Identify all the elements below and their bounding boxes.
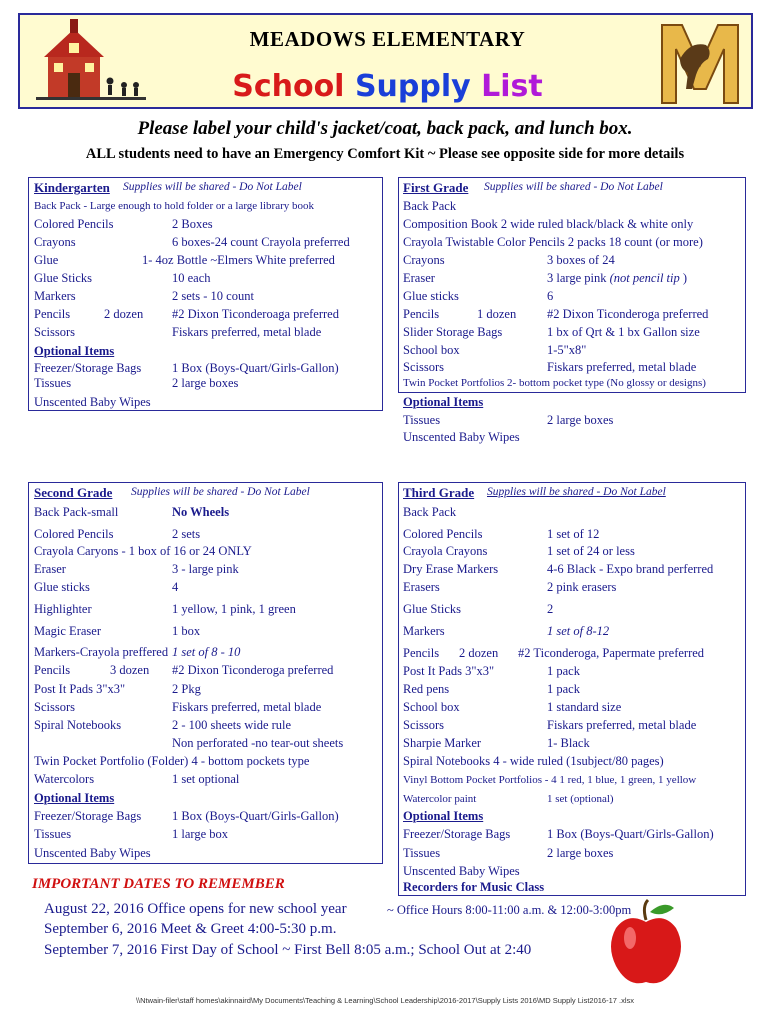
list-item-qty: 1- 4oz Bottle ~Elmers White preferred bbox=[142, 253, 335, 267]
list-item-qty: 2 pink erasers bbox=[547, 580, 617, 594]
file-path-footer: \\Ntwain-filer\staff homes\akinnaird\My Documents\Teaching & Learning\School Leadership\2016-2017\Supply Lists 2016\MD Supply List2016-17 .xlsx bbox=[135, 996, 635, 1005]
label-notice: Please label your child's jacket/coat, back pack, and lunch box. bbox=[137, 118, 633, 139]
list-item: Back Pack bbox=[403, 505, 457, 519]
list-item: Post It Pads 3"x3" bbox=[34, 682, 126, 696]
list-item-qty: #2 Dixon Ticonderoaga preferred bbox=[172, 307, 339, 321]
list-item-qty: #2 Ticonderoga, Papermate preferred bbox=[518, 646, 705, 660]
list-item-qty: Fiskars preferred, metal blade bbox=[547, 360, 697, 374]
list-title bbox=[20, 69, 755, 104]
list-item: Crayola Caryons - 1 box of 16 or 24 ONLY bbox=[34, 544, 252, 558]
list-item: Back Pack bbox=[403, 199, 457, 213]
list-item: Crayons bbox=[34, 235, 76, 249]
list-item-qty: 3 large pink (not pencil tip ) bbox=[547, 271, 688, 285]
list-title-word-school: School bbox=[232, 69, 345, 104]
list-item: Unscented Baby Wipes bbox=[34, 395, 151, 409]
list-item-qty: 1- Black bbox=[547, 736, 590, 750]
list-item-qty: 2 large boxes bbox=[172, 376, 239, 390]
list-item-qty: 1 set of 8 - 10 bbox=[172, 645, 241, 659]
list-item: Colored Pencils bbox=[403, 527, 483, 541]
list-item: Unscented Baby Wipes bbox=[403, 430, 520, 444]
list-item: Tissues bbox=[403, 846, 441, 860]
list-item-count: 1 dozen bbox=[477, 307, 517, 321]
list-item: Unscented Baby Wipes bbox=[403, 864, 520, 878]
kindergarten-title: Kindergarten bbox=[34, 180, 110, 195]
list-item-qty: 2 Boxes bbox=[172, 217, 213, 231]
list-item-qty: 1 set of 12 bbox=[547, 527, 600, 541]
list-item: Pencils bbox=[403, 646, 440, 660]
date-line-office-opens: August 22, 2016 Office opens for new school year bbox=[44, 901, 347, 917]
date-line-first-day: September 7, 2016 First Day of School ~ First Bell 8:05 a.m.; School Out at 2:40 bbox=[44, 942, 532, 958]
list-item: Twin Pocket Portfolios 2- bottom pocket type (No glossy or designs) bbox=[403, 377, 706, 389]
list-item: Glue Sticks bbox=[403, 602, 461, 616]
list-item-count: 2 dozen bbox=[459, 646, 499, 660]
optional-items-label: Optional Items bbox=[403, 395, 484, 409]
list-item-qty: 4 bbox=[172, 580, 179, 594]
list-item: Glue sticks bbox=[403, 289, 459, 303]
list-item: Scissors bbox=[34, 700, 75, 714]
list-item-qty: 1 box bbox=[172, 624, 201, 638]
list-item: Scissors bbox=[403, 360, 444, 374]
list-item: Markers-Crayola preffered bbox=[34, 645, 169, 659]
list-item-qty: 1-5"x8" bbox=[547, 343, 587, 357]
list-item: Sharpie Marker bbox=[403, 736, 482, 750]
list-item: Spiral Notebooks bbox=[34, 718, 122, 732]
list-item: Freezer/Storage Bags bbox=[34, 361, 142, 375]
list-item-qty: 2 sets - 10 count bbox=[172, 289, 254, 303]
list-item: Tissues bbox=[34, 827, 72, 841]
list-item: Pencils bbox=[403, 307, 440, 321]
list-item: Eraser bbox=[403, 271, 435, 285]
list-item-count: 2 dozen bbox=[104, 307, 144, 321]
list-item-qty: 3 - large pink bbox=[172, 562, 239, 576]
list-item: Pencils bbox=[34, 663, 71, 677]
list-item-qty: Fiskars preferred, metal blade bbox=[172, 700, 322, 714]
list-item-qty: 2 - 100 sheets wide rule bbox=[172, 718, 292, 732]
list-item-qty: 6 boxes-24 count Crayola preferred bbox=[172, 235, 350, 249]
list-item-qty: 2 large boxes bbox=[547, 413, 614, 427]
list-item-qty: 10 each bbox=[172, 271, 211, 285]
list-item: Tissues bbox=[34, 376, 72, 390]
optional-items-label: Optional Items bbox=[34, 344, 115, 358]
list-item: Composition Book 2 wide ruled black/black & white only bbox=[403, 217, 694, 231]
list-item-qty: 2 bbox=[547, 602, 554, 616]
list-item: Scissors bbox=[34, 325, 75, 339]
kindergarten-shared-note: Supplies will be shared - Do Not Label bbox=[123, 181, 302, 193]
list-item-qty: 1 pack bbox=[547, 664, 580, 678]
list-item: Markers bbox=[34, 289, 76, 303]
list-item-qty: 1 set optional bbox=[172, 772, 240, 786]
list-item: Watercolors bbox=[34, 772, 95, 786]
list-item: Markers bbox=[403, 624, 445, 638]
list-item-qty: 1 set of 8-12 bbox=[547, 624, 610, 638]
school-name: MEADOWS ELEMENTARY bbox=[249, 27, 526, 51]
mustang-logo-icon bbox=[650, 19, 750, 107]
list-title-word-list: List bbox=[481, 69, 543, 104]
second-grade-shared-note: Supplies will be shared - Do Not Label bbox=[131, 486, 310, 498]
list-item: Spiral Notebooks 4 - wide ruled (1subject/80 pages) bbox=[403, 754, 664, 768]
header-banner bbox=[18, 13, 753, 109]
list-item-qty: Fiskars preferred, metal blade bbox=[547, 718, 697, 732]
list-item-qty: Non perforated -no tear-out sheets bbox=[172, 736, 344, 750]
list-item: Tissues bbox=[403, 413, 441, 427]
list-item: Highlighter bbox=[34, 602, 92, 616]
list-item: Freezer/Storage Bags bbox=[403, 827, 511, 841]
optional-items-label: Optional Items bbox=[403, 809, 484, 823]
list-item-qty: 1 large box bbox=[172, 827, 229, 841]
list-item: Slider Storage Bags bbox=[403, 325, 503, 339]
list-item-qty: 1 yellow, 1 pink, 1 green bbox=[172, 602, 296, 616]
list-item-qty: 1 set (optional) bbox=[547, 793, 614, 805]
list-item-qty: Fiskars preferred, metal blade bbox=[172, 325, 322, 339]
list-item-qty: 2 sets bbox=[172, 527, 201, 541]
list-item-qty: 1 pack bbox=[547, 682, 580, 696]
list-item-qty: #2 Dixon Ticonderoga preferred bbox=[172, 663, 334, 677]
list-item-qty: 1 Box (Boys-Quart/Girls-Gallon) bbox=[547, 827, 714, 841]
recorders-note: Recorders for Music Class bbox=[403, 880, 545, 894]
list-item-qty: 1 bx of Qrt & 1 bx Gallon size bbox=[547, 325, 700, 339]
kindergarten-backpack: Back Pack - Large enough to hold folder or a large library book bbox=[34, 200, 315, 212]
list-item: School box bbox=[403, 700, 460, 714]
apple-icon bbox=[606, 898, 686, 990]
list-item: Glue sticks bbox=[34, 580, 90, 594]
list-item-qty: 2 Pkg bbox=[172, 682, 201, 696]
list-item: Magic Eraser bbox=[34, 624, 101, 638]
list-item-qty: 3 boxes of 24 bbox=[547, 253, 615, 267]
list-item: School box bbox=[403, 343, 460, 357]
comfort-kit-notice: ALL students need to have an Emergency Comfort Kit ~ Please see opposite side for more details bbox=[85, 146, 685, 162]
list-item: Glue bbox=[34, 253, 59, 267]
list-item: Crayola Twistable Color Pencils 2 packs 18 count (or more) bbox=[403, 235, 703, 249]
list-item: Vinyl Bottom Pocket Portfolios - 4 1 red, 1 blue, 1 green, 1 yellow bbox=[403, 774, 697, 786]
list-item-qty: 4-6 Black - Expo brand perferred bbox=[547, 562, 714, 576]
list-item-qty: 1 Box (Boys-Quart/Girls-Gallon) bbox=[172, 809, 339, 823]
office-hours: ~ Office Hours 8:00-11:00 a.m. & 12:00-3:00pm bbox=[387, 903, 632, 917]
list-item-qty: 6 bbox=[547, 289, 554, 303]
list-item: Glue Sticks bbox=[34, 271, 92, 285]
third-grade-shared-note: Supplies will be shared - Do Not Label bbox=[487, 486, 666, 498]
important-dates-heading: IMPORTANT DATES TO REMEMBER bbox=[32, 876, 285, 892]
list-item: Scissors bbox=[403, 718, 444, 732]
list-item: Twin Pocket Portfolio (Folder) 4 - bottom pockets type bbox=[34, 754, 310, 768]
list-item-qty: #2 Dixon Ticonderoga preferred bbox=[547, 307, 709, 321]
list-item: Back Pack-small bbox=[34, 505, 119, 519]
second-grade-title: Second Grade bbox=[34, 485, 113, 500]
list-item: Red pens bbox=[403, 682, 450, 696]
list-item: Dry Erase Markers bbox=[403, 562, 499, 576]
list-item-qty: 2 large boxes bbox=[547, 846, 614, 860]
list-item: Crayola Crayons bbox=[403, 544, 488, 558]
list-item: Colored Pencils bbox=[34, 527, 114, 541]
first-grade-title: First Grade bbox=[403, 180, 469, 195]
list-item: Crayons bbox=[403, 253, 445, 267]
list-item: Watercolor paint bbox=[403, 793, 477, 805]
optional-items-label: Optional Items bbox=[34, 791, 115, 805]
list-item: Freezer/Storage Bags bbox=[34, 809, 142, 823]
list-item: Post It Pads 3"x3" bbox=[403, 664, 495, 678]
date-line-meet-greet: September 6, 2016 Meet & Greet 4:00-5:30 p.m. bbox=[44, 921, 337, 937]
list-item-qty: 1 set of 24 or less bbox=[547, 544, 635, 558]
list-item: Erasers bbox=[403, 580, 440, 594]
list-item-qty: 1 Box (Boys-Quart/Girls-Gallon) bbox=[172, 361, 339, 375]
list-item-qty: No Wheels bbox=[172, 505, 230, 519]
third-grade-title: Third Grade bbox=[403, 485, 475, 500]
list-item-count: 3 dozen bbox=[110, 663, 150, 677]
list-item: Colored Pencils bbox=[34, 217, 114, 231]
list-title-word-supply: Supply bbox=[354, 69, 471, 104]
list-item: Pencils bbox=[34, 307, 71, 321]
list-item: Eraser bbox=[34, 562, 66, 576]
list-item: Unscented Baby Wipes bbox=[34, 846, 151, 860]
list-item-qty: 1 standard size bbox=[547, 700, 622, 714]
first-grade-shared-note: Supplies will be shared - Do Not Label bbox=[484, 181, 663, 193]
